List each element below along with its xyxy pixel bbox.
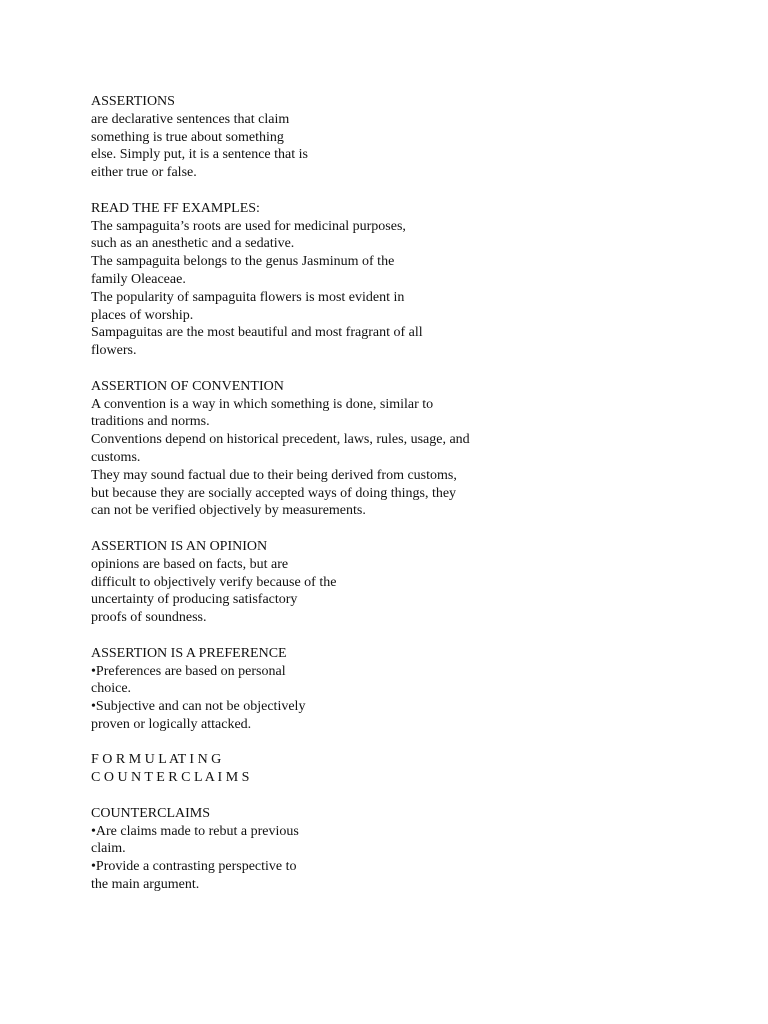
- paragraph-gap: [91, 360, 731, 378]
- text-line: A convention is a way in which something is done, similar to: [91, 396, 434, 412]
- text-line: traditions and norms.: [91, 414, 210, 430]
- text-line: proofs of soundness.: [91, 610, 207, 626]
- section-preference: [91, 645, 731, 734]
- paragraph-gap: [91, 627, 731, 645]
- section-formulating-title: [91, 751, 731, 787]
- text-line: family Oleaceae.: [91, 271, 186, 287]
- document-page: [91, 93, 731, 894]
- section-heading: ASSERTION OF CONVENTION: [91, 378, 284, 394]
- text-line: The sampaguita’s roots are used for medicinal purposes,: [91, 218, 406, 234]
- text-line: Sampaguitas are the most beautiful and most fragrant of all: [91, 325, 423, 341]
- text-line: claim.: [91, 841, 126, 857]
- text-line: opinions are based on facts, but are: [91, 556, 289, 572]
- text-line: difficult to objectively verify because of the: [91, 574, 337, 590]
- paragraph-gap: [91, 787, 731, 805]
- text-line: proven or logically attacked.: [91, 716, 252, 732]
- bullet-line: •Provide a contrasting perspective to: [91, 859, 297, 875]
- text-line: flowers.: [91, 343, 137, 359]
- paragraph-gap: [91, 520, 731, 538]
- text-line: The sampaguita belongs to the genus Jasminum of the: [91, 254, 395, 270]
- text-line: can not be verified objectively by measurements.: [91, 503, 366, 519]
- section-heading: ASSERTION IS AN OPINION: [91, 538, 268, 554]
- text-line: such as an anesthetic and a sedative.: [91, 236, 295, 252]
- section-examples: [91, 200, 731, 360]
- text-line: else. Simply put, it is a sentence that is: [91, 147, 308, 163]
- spaced-title-line: C O U N T E R C L A I M S: [91, 770, 250, 786]
- text-line: choice.: [91, 681, 132, 697]
- paragraph-gap: [91, 182, 731, 200]
- text-line: customs.: [91, 449, 141, 465]
- text-line: uncertainty of producing satisfactory: [91, 592, 298, 608]
- section-assertions: [91, 93, 731, 182]
- text-line: either true or false.: [91, 165, 197, 181]
- text-line: are declarative sentences that claim: [91, 111, 290, 127]
- text-line: the main argument.: [91, 877, 200, 893]
- section-heading: ASSERTION IS A PREFERENCE: [91, 645, 287, 661]
- text-line: They may sound factual due to their being derived from customs,: [91, 467, 457, 483]
- section-heading: COUNTERCLAIMS: [91, 805, 211, 821]
- text-line: places of worship.: [91, 307, 194, 323]
- bullet-line: •Preferences are based on personal: [91, 663, 286, 679]
- section-heading: READ THE FF EXAMPLES:: [91, 200, 260, 216]
- section-convention: [91, 378, 731, 520]
- text-line: something is true about something: [91, 129, 284, 145]
- text-line: but because they are socially accepted ways of doing things, they: [91, 485, 457, 501]
- section-opinion: [91, 538, 731, 627]
- section-counterclaims: [91, 805, 731, 894]
- text-line: Conventions depend on historical precedent, laws, rules, usage, and: [91, 432, 470, 448]
- bullet-line: •Subjective and can not be objectively: [91, 699, 306, 715]
- spaced-title-line: F O R M U L AT I N G: [91, 752, 222, 768]
- paragraph-gap: [91, 734, 731, 752]
- bullet-line: •Are claims made to rebut a previous: [91, 823, 299, 839]
- text-line: The popularity of sampaguita flowers is most evident in: [91, 289, 405, 305]
- section-heading: ASSERTIONS: [91, 94, 175, 109]
